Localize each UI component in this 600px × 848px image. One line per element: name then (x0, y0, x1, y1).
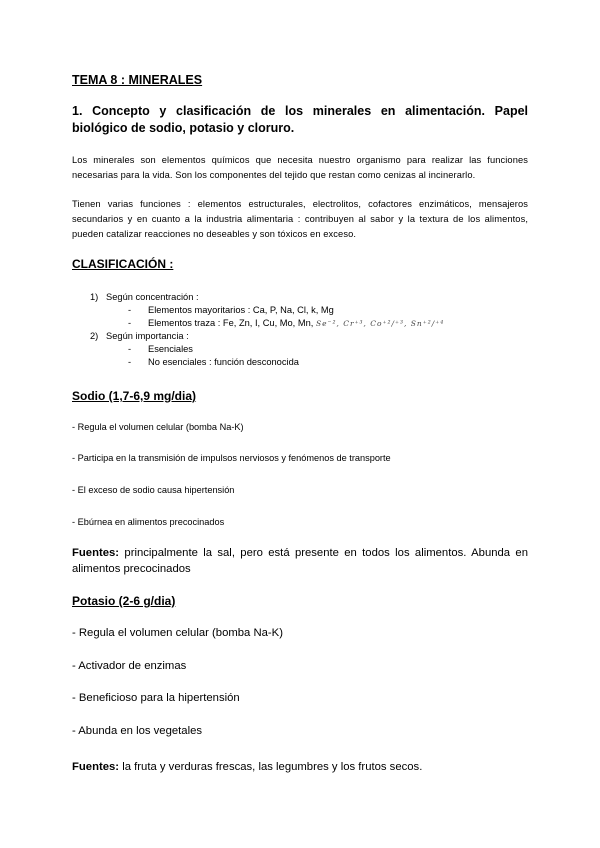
sodio-bullet: - Ebúrnea en alimentos precocinados (72, 517, 225, 527)
sub-item: - Elementos mayoritarios : Ca, P, Na, Cl, k, Mg (128, 305, 334, 315)
list-item (90, 330, 444, 343)
functions-paragraph: Tienen varias funciones : elementos estructurales, electrolitos, cofactores enzimáticos, mensajeros secundarios y en cuanto a la industria alimentaria : contribuyen al sabor y la textura de los alimentos, pueden catalizar reacciones no deseables y son tóxicos en exceso. (72, 199, 528, 239)
sodio-bullet: - Participa en la transmisión de impulsos nerviosos y fenómenos de transporte (72, 453, 391, 463)
handwritten-annotation: Se⁻², Cr⁺³, Co⁺²/⁺³, Sn⁺²/⁺⁴ (315, 319, 445, 328)
fuentes-text: principalmente la sal, pero está presente en todos los alimentos. Abunda en alimentos precocinados (72, 547, 528, 575)
item-label: Según importancia : (106, 331, 189, 341)
clasificacion-list (90, 291, 444, 369)
sodio-bullet: - El exceso de sodio causa hipertensión (72, 485, 235, 495)
potasio-title: Potasio (2-6 g/dia) (72, 594, 176, 608)
sodio-bullet: - Regula el volumen celular (bomba Na-K) (72, 422, 244, 432)
item-number: 1) (90, 292, 99, 302)
page-title: TEMA 8 : MINERALES (72, 73, 203, 87)
section-heading: 1. Concepto y clasificación de los minerales en alimentación. Papel biológico de sodio, potasio y cloruro. (72, 104, 528, 135)
sodio-fuentes (72, 545, 528, 577)
potasio-bullet: - Activador de enzimas (72, 660, 187, 672)
list-item (90, 291, 444, 304)
fuentes-text: la fruta y verduras frescas, las legumbres y los frutos secos. (119, 761, 423, 773)
item-label: Según concentración : (106, 292, 199, 302)
sub-item-label: Elementos traza : Fe, Zn, I, Cu, Mo, Mn, (148, 318, 314, 328)
clasificacion-title: CLASIFICACIÓN : (72, 257, 174, 271)
sodio-title: Sodio (1,7-6,9 mg/dia) (72, 389, 197, 403)
sub-item-label: No esenciales : función desconocida (148, 357, 299, 367)
sub-item: - Elementos traza : Fe, Zn, I, Cu, Mo, Mn, Se⁻², Cr⁺³, Co⁺²/⁺³, Sn⁺²/⁺⁴ (128, 318, 445, 328)
sub-item: - No esenciales : función desconocida (128, 357, 299, 367)
potasio-bullet: - Beneficioso para la hipertensión (72, 692, 240, 704)
potasio-bullet: - Regula el volumen celular (bomba Na-K) (72, 627, 283, 639)
fuentes-label: Fuentes: (72, 761, 120, 773)
potasio-fuentes (72, 759, 528, 775)
intro-paragraph: Los minerales son elementos químicos que necesita nuestro organismo para realizar las funciones necesarias para la vida. Son los componentes del tejido que restan como cenizas al incinerarlo. (72, 155, 528, 180)
sub-item-label: Esenciales (148, 344, 193, 354)
sub-item-label: Elementos mayoritarios : Ca, P, Na, Cl, k, Mg (148, 305, 334, 315)
fuentes-label: Fuentes: (72, 547, 120, 559)
potasio-bullet: - Abunda en los vegetales (72, 725, 203, 737)
sub-item: - Esenciales (128, 344, 193, 354)
item-number: 2) (90, 331, 99, 341)
